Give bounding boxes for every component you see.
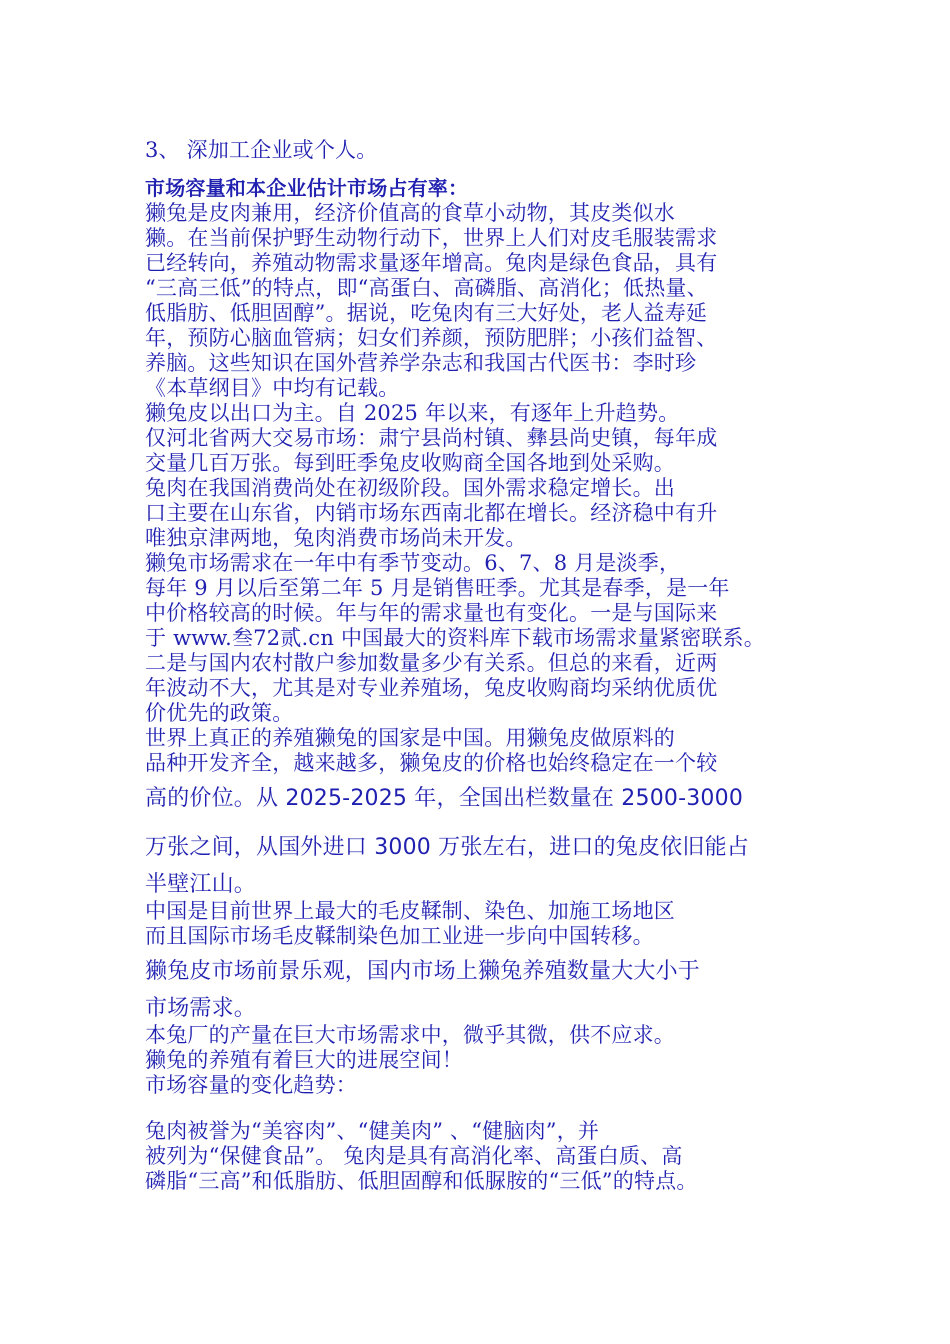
body-line: 于 www.叁72贰.cn 中国最大的资料库下载市场需求量紧密联系。 [145,626,765,650]
body-line: 市场需求。 [145,996,257,1021]
body-line: 年波动不大，尤其是对专业养殖场，兔皮收购商均采纳优质优 [145,676,718,700]
body-line: 兔肉在我国消费尚处在初级阶段。国外需求稳定增长。出 [145,476,675,500]
body-line: 本兔厂的产量在巨大市场需求中，微乎其微，供不应求。 [145,1023,675,1047]
body-line: 年，预防心脑血管病；妇女们养颜，预防肥胖；小孩们益智、 [145,326,718,350]
body-line: 而且国际市场毛皮鞣制染色加工业进一步向中国转移。 [145,924,654,948]
body-line: 高的价位。从 2025-2025 年，全国出栏数量在 2500-3000 [145,786,744,811]
body-line: 品种开发齐全，越来越多，獭兔皮的价格也始终稳定在一个较 [145,751,718,775]
body-line: 獭兔的养殖有着巨大的进展空间！ [145,1048,463,1072]
body-line: 已经转向，养殖动物需求量逐年增高。兔肉是绿色食品，具有 [145,251,718,275]
body-line: 交量几百万张。每到旺季兔皮收购商全国各地到处采购。 [145,451,675,475]
body-line: 二是与国内农村散户参加数量多少有关系。但总的来看，近两 [145,651,718,675]
body-line: 獭。在当前保护野生动物行动下，世界上人们对皮毛服装需求 [145,226,718,250]
body-line: 世界上真正的养殖獭兔的国家是中国。用獭兔皮做原料的 [145,726,675,750]
body-line: 口主要在山东省，内销市场东西南北都在增长。经济稳中有升 [145,501,718,525]
body-line: 兔肉被誉为“美容肉”、“健美肉” 、“健脑肉”，并 [145,1119,600,1143]
body-line: 万张之间，从国外进口 3000 万张左右，进口的兔皮依旧能占 [145,835,749,860]
body-line: 中国是目前世界上最大的毛皮鞣制、染色、加施工场地区 [145,899,675,923]
body-line: 唯独京津两地，兔肉消费市场尚未开发。 [145,526,527,550]
section-heading: 市场容量和本企业估计市场占有率： [145,176,469,200]
body-line: 半壁江山。 [145,872,257,897]
body-line: 低脂肪、低胆固醇”。据说，吃兔肉有三大好处，老人益寿延 [145,301,708,325]
body-line: 磷脂“三高”和低脂肪、低胆固醇和低脲胺的“三低”的特点。 [145,1169,698,1193]
body-line: 獭兔皮以出口为主。自 2025 年以来，有逐年上升趋势。 [145,401,680,425]
body-line: “三高三低”的特点，即“高蛋白、高磷脂、高消化；低热量、 [145,276,708,300]
list-item: 3、 深加工企业或个人。 [145,138,378,162]
body-line: 被列为“保健食品”。 兔肉是具有高消化率、高蛋白质、高 [145,1144,683,1168]
body-line: 《本草纲目》中均有记载。 [145,376,400,400]
body-line: 价优先的政策。 [145,701,294,725]
body-line: 獭兔市场需求在一年中有季节变动。6、7、8 月是淡季， [145,551,681,575]
body-line: 中价格较高的时候。年与年的需求量也有变化。一是与国际来 [145,601,718,625]
body-line: 市场容量的变化趋势： [145,1073,357,1097]
body-line: 养脑。这些知识在国外营养学杂志和我国古代医书：李时珍 [145,351,697,375]
body-line: 仅河北省两大交易市场：肃宁县尚村镇、彝县尚史镇，每年成 [145,426,718,450]
body-line: 獭兔是皮肉兼用，经济价值高的食草小动物，其皮类似水 [145,201,675,225]
body-line: 每年 9 月以后至第二年 5 月是销售旺季。尤其是春季，是一年 [145,576,730,600]
body-line: 獭兔皮市场前景乐观，国内市场上獭兔养殖数量大大小于 [145,959,701,984]
